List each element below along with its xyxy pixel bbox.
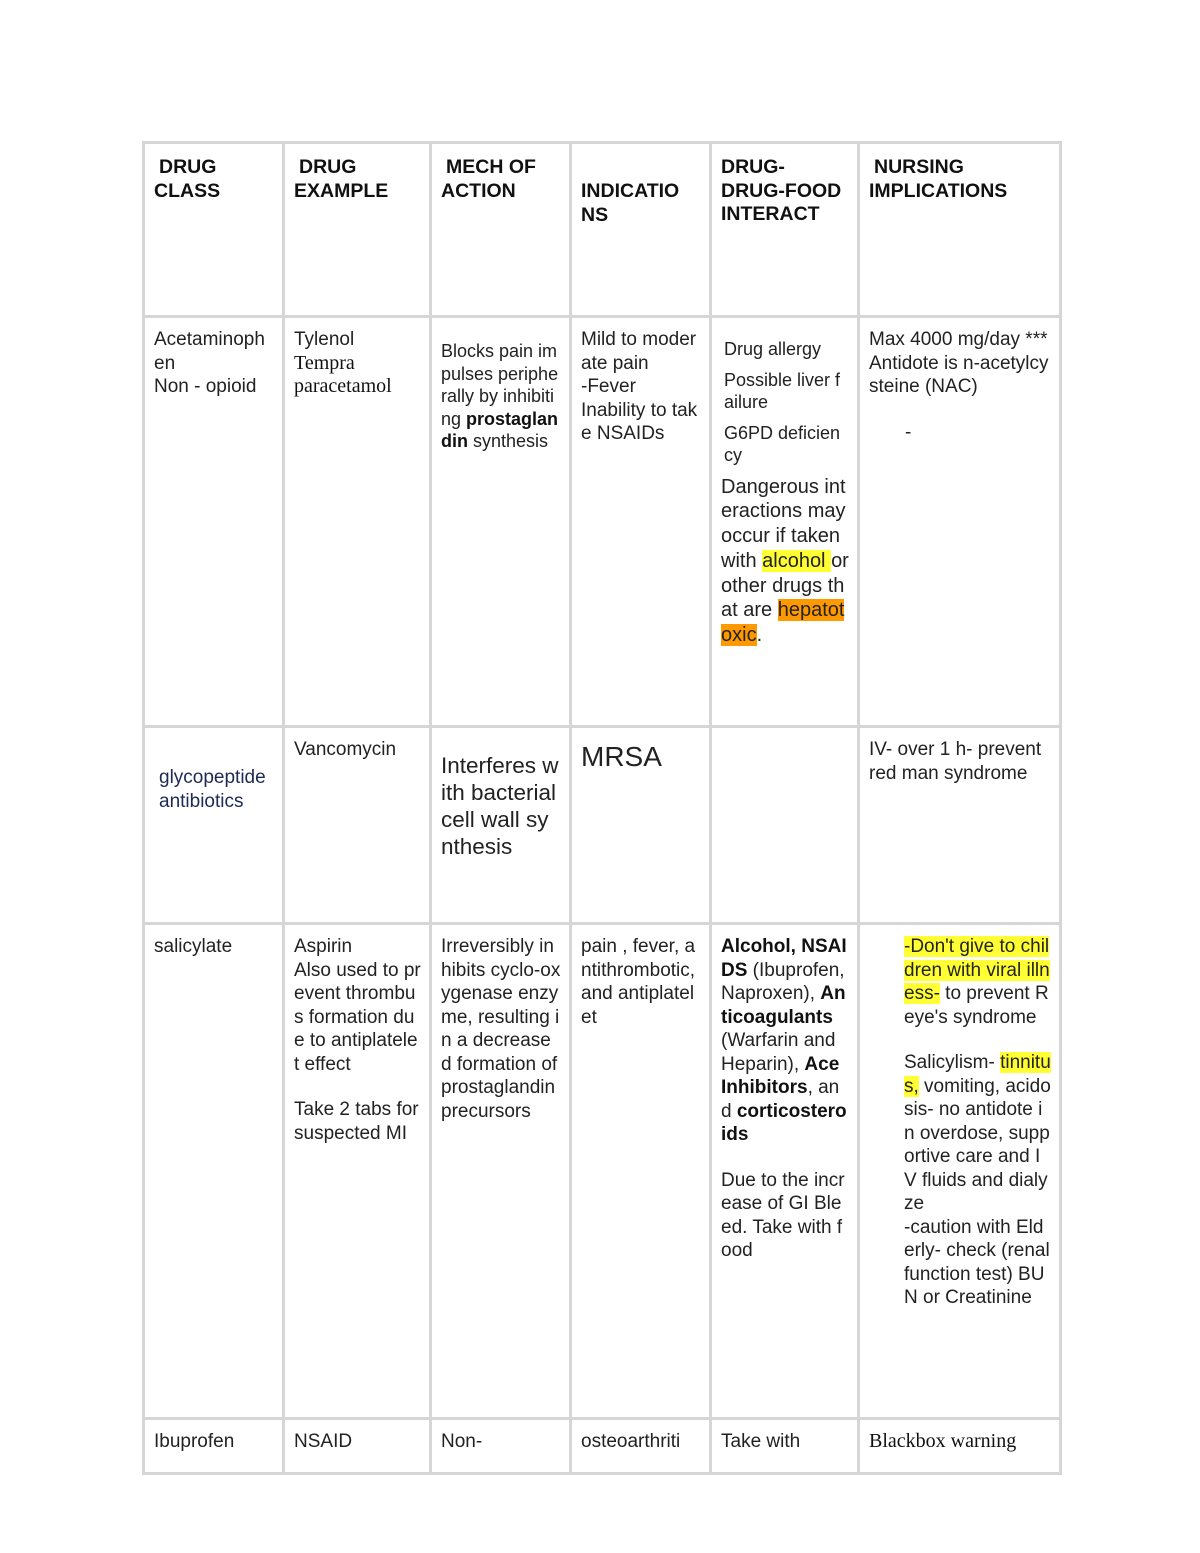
cell-drug-class: salicylate bbox=[144, 924, 284, 1419]
cell-drug-example: Aspirin Also used to prevent thrombus formation due to antiplatelet effect Take 2 tabs for suspected MI bbox=[284, 924, 431, 1419]
cell-nursing-implications: -Don't give to children with viral illness- to prevent Reye's syndrome Salicylism- tinnitus, vomiting, acidosis- no antidote in overdose, supportive care and IV fluids and dialyze -caution with Elderly- check (renal function test) BUN or Creatinine bbox=[859, 924, 1061, 1419]
highlight-tinnitus: tinnitus, bbox=[904, 1052, 1051, 1097]
cell-drug-example: Vancomycin bbox=[284, 727, 431, 924]
header-drug-example: DRUG EXAMPLE bbox=[284, 143, 431, 317]
header-row bbox=[144, 143, 1061, 317]
header-mech-of-action: MECH OF ACTION bbox=[431, 143, 571, 317]
cell-mech-of-action: Non- bbox=[431, 1419, 571, 1474]
highlight-reye-warning: -Don't give to children with viral illness- bbox=[904, 936, 1050, 1004]
highlight-alcohol: alcohol bbox=[762, 549, 832, 572]
cell-nursing-implications: IV- over 1 h- prevent red man syndrome bbox=[859, 727, 1061, 924]
cell-indications: MRSA bbox=[571, 727, 711, 924]
table-row bbox=[144, 924, 1061, 1419]
header-drug-interactions: DRUG- DRUG-FOOD INTERACT bbox=[711, 143, 859, 317]
cell-drug-interactions: Take with bbox=[711, 1419, 859, 1474]
cell-indications: pain , fever, antithrombotic, and antiplatelet bbox=[571, 924, 711, 1419]
drug-table bbox=[142, 141, 1062, 1475]
cell-drug-class: Acetaminophen Non - opioid bbox=[144, 317, 284, 727]
cell-drug-example: Tylenol Tempra paracetamol bbox=[284, 317, 431, 727]
cell-mech-of-action: Interferes with bacterial cell wall synthesis bbox=[431, 727, 571, 924]
highlight-hepatotoxic: hepatotoxic bbox=[721, 599, 845, 647]
cell-drug-class: Ibuprofen bbox=[144, 1419, 284, 1474]
cell-mech-of-action: Blocks pain impulses peripherally by inhibiting prostaglandin synthesis bbox=[431, 317, 571, 727]
cell-drug-interactions: Alcohol, NSAIDS (Ibuprofen, Naproxen), Anticoagulants (Warfarin and Heparin), Ace Inhibitors, and corticosteroids Due to the increase of GI Bleed. Take with food bbox=[711, 924, 859, 1419]
cell-drug-example: NSAID bbox=[284, 1419, 431, 1474]
table-row bbox=[144, 727, 1061, 924]
header-nursing-implications: NURSING IMPLICATIONS bbox=[859, 143, 1061, 317]
table-row bbox=[144, 317, 1061, 727]
cell-drug-interactions bbox=[711, 727, 859, 924]
cell-indications: osteoarthriti bbox=[571, 1419, 711, 1474]
cell-nursing-implications: Max 4000 mg/day *** Antidote is n-acetylcysteine (NAC) - bbox=[859, 317, 1061, 727]
cell-mech-of-action: Irreversibly inhibits cyclo-oxygenase enzyme, resulting in a decreased formation of prostaglandin precursors bbox=[431, 924, 571, 1419]
cell-drug-interactions: Drug allergy Possible liver failure G6PD deficiency Dangerous interactions may occur if taken with alcohol or other drugs that are hepatotoxic. bbox=[711, 317, 859, 727]
cell-indications: Mild to moderate pain -Fever Inability to take NSAIDs bbox=[571, 317, 711, 727]
cell-nursing-implications: Blackbox warning bbox=[859, 1419, 1061, 1474]
header-drug-class: DRUG CLASS bbox=[144, 143, 284, 317]
header-indications: INDICATIO NS bbox=[571, 143, 711, 317]
table-row bbox=[144, 1419, 1061, 1474]
cell-drug-class: glycopeptide antibiotics bbox=[144, 727, 284, 924]
